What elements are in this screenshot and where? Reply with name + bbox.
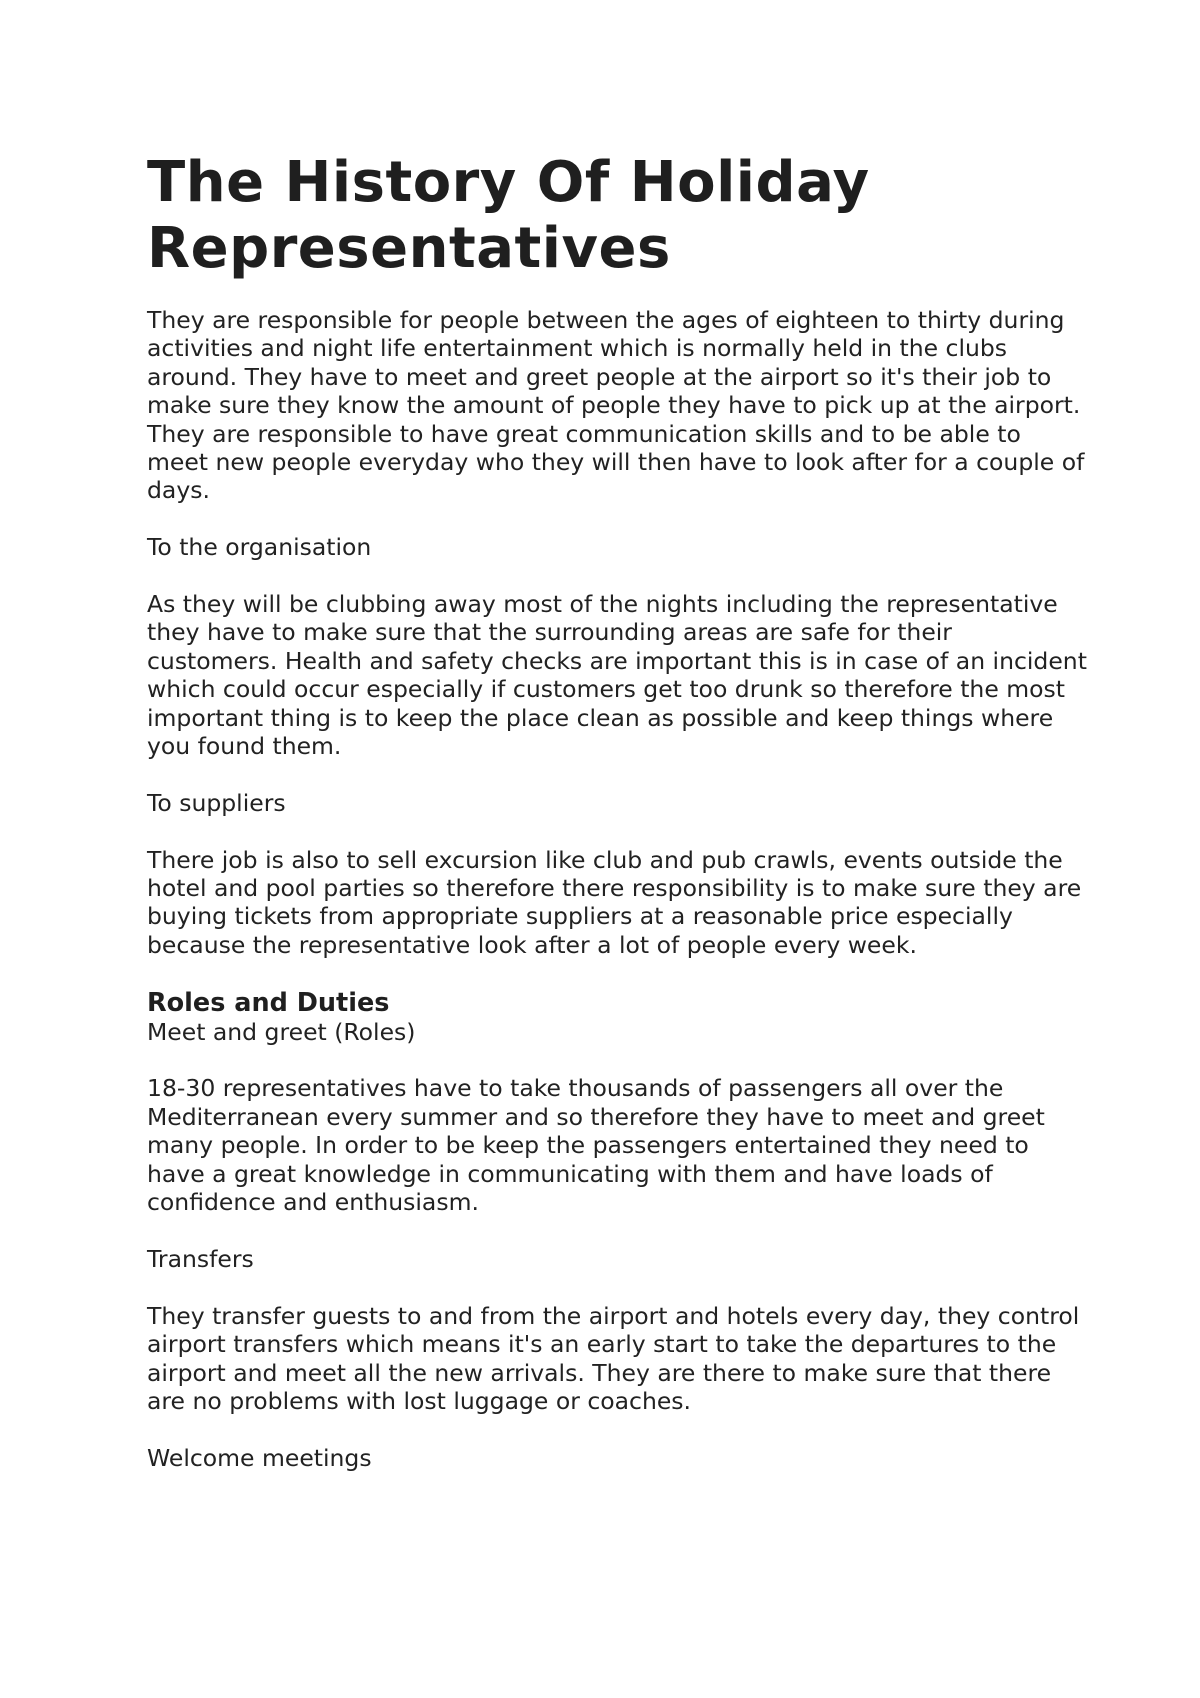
organisation-paragraph: As they will be clubbing away most of the nights including the representative they have to make sure that the surrounding areas are safe for their customers. Health and safety checks are important this is in case of an incident which could occur especially if customers get too drunk so therefore the most important thing is to keep the place clean as possible and keep things where you found them. <box>147 590 1087 761</box>
meet-greet-subheading: Meet and greet (Roles) <box>147 1017 416 1046</box>
suppliers-paragraph: There job is also to sell excursion like club and pub crawls, events outside the hotel and pool parties so therefore there responsibility is to make sure they are buying tickets from appropriate suppliers at a reasonable price especially because the representative look after a lot of people every week. <box>147 845 1082 959</box>
suppliers-subheading: To suppliers <box>147 788 286 817</box>
meet-greet-paragraph: 18-30 representatives have to take thousands of passengers all over the Mediterranean every summer and so therefore they have to meet and greet many people. In order to be keep the passengers entertained they need to have a great knowledge in communicating with them and have loads of confidence and enthusiasm. <box>147 1074 1045 1217</box>
document-page <box>147 150 1087 1501</box>
welcome-meetings-subheading: Welcome meetings <box>147 1443 372 1472</box>
document-title: The History Of Holiday Representatives <box>147 150 870 281</box>
roles-duties-heading: Roles and Duties <box>147 987 390 1018</box>
transfers-subheading: Transfers <box>147 1244 254 1273</box>
transfers-paragraph: They transfer guests to and from the airport and hotels every day, they control airport transfers which means it's an early start to take the departures to the airport and meet all the new arrivals. They are there to make sure that there are no problems with lost luggage or coaches. <box>147 1301 1080 1415</box>
intro-paragraph: They are responsible for people between the ages of eighteen to thirty during activities and night life entertainment which is normally held in the clubs around. They have to meet and greet people at the airport so it's their job to make sure they know the amount of people they have to pick up at the airport. They are responsible to have great communication skills and to be able to meet new people everyday who they will then have to look after for a couple of days. <box>147 306 1085 505</box>
organisation-subheading: To the organisation <box>147 533 372 562</box>
